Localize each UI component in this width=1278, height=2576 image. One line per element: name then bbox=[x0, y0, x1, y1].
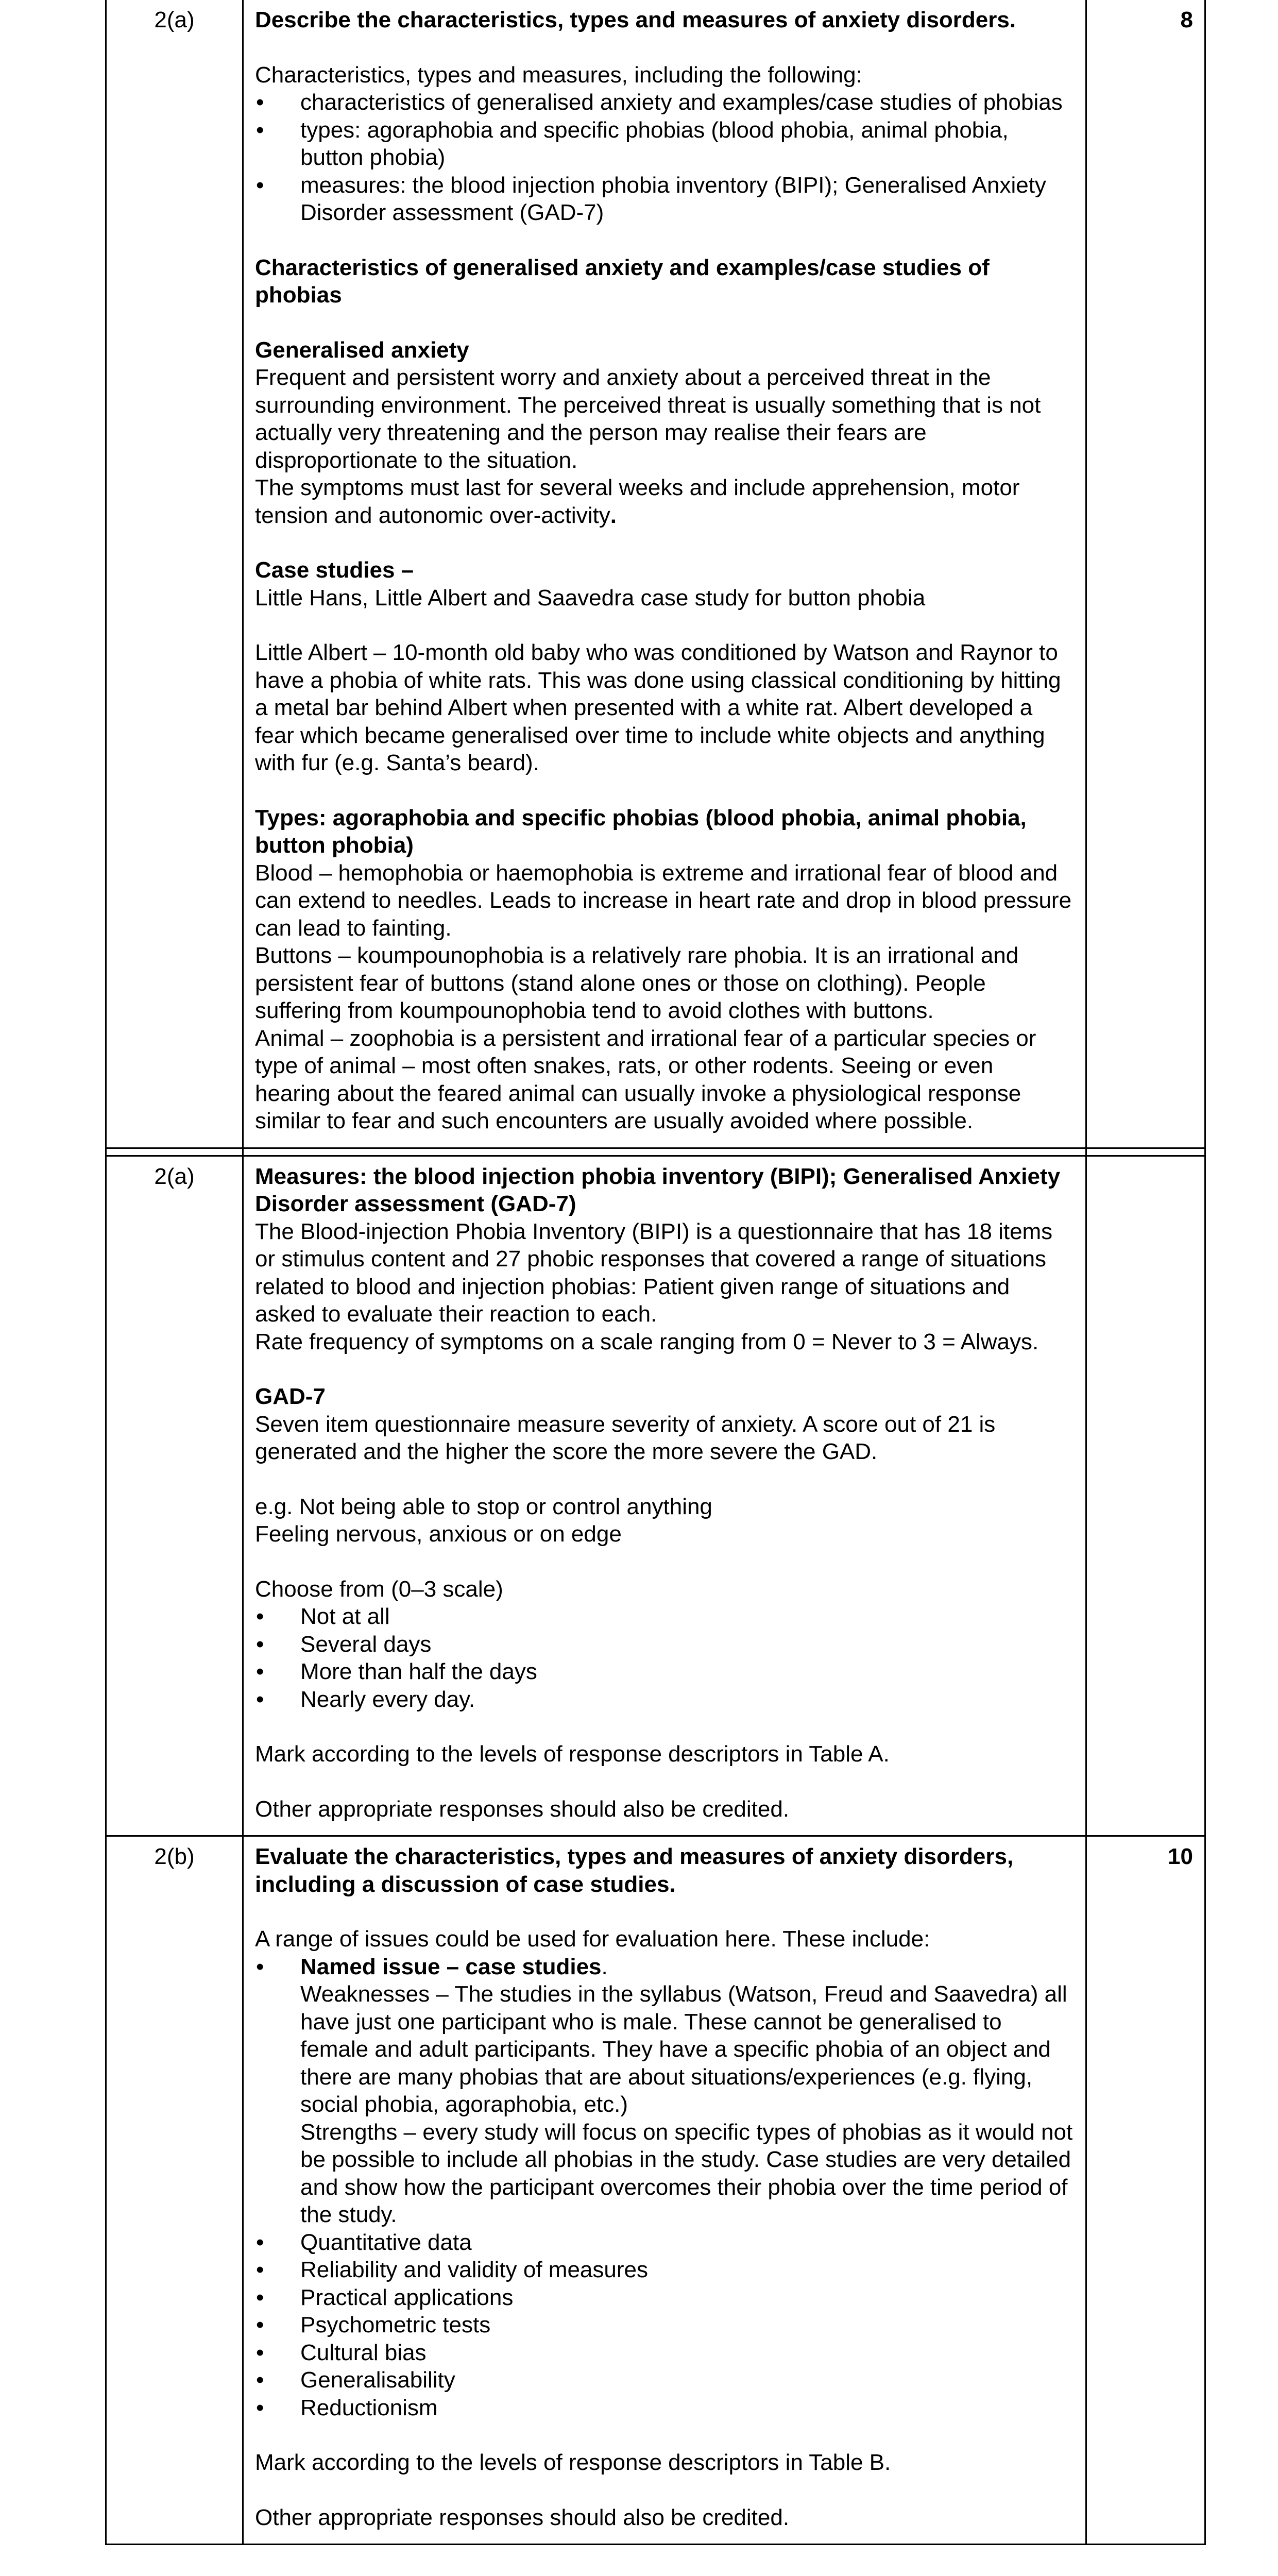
question-number: 2(a) bbox=[106, 1156, 243, 1836]
weaknesses-paragraph: Weaknesses – The studies in the syllabus (Watson, Freud and Saavedra) all have just one participant who is male. These cannot be generalised to female and adult participants. They have a specific phobia of an object and there are many phobias that are about situations/experiences (e.g. flying, social phobia, agoraphobia, etc.) bbox=[300, 1981, 1067, 2117]
table-row-2a bbox=[106, 0, 1205, 1148]
paragraph: Frequent and persistent worry and anxiety about a perceived threat in the surrounding environment. The perceived threat is usually something that is not actually very threatening and the person may realise their fears are disproportionate to the situation. bbox=[255, 365, 1041, 473]
marks-value: 8 bbox=[1086, 0, 1205, 1148]
list-item: • Cultural bias bbox=[255, 2339, 1074, 2367]
table-row-2a-continued bbox=[106, 1156, 1205, 1836]
marking-note: Mark according to the levels of response descriptors in Table B. bbox=[255, 2450, 891, 2475]
answer-cell bbox=[243, 0, 1086, 1148]
list-item: • More than half the days bbox=[255, 1658, 1074, 1686]
paragraph: Seven item questionnaire measure severity of anxiety. A score out of 21 is generated and the higher the score the more severe the GAD. bbox=[255, 1411, 996, 1464]
scale-intro: Choose from (0–3 scale) bbox=[255, 1576, 503, 1602]
subsection-heading: Case studies – bbox=[255, 557, 414, 583]
marks-value bbox=[1086, 1156, 1205, 1836]
subsection-heading: GAD-7 bbox=[255, 1384, 326, 1409]
list-item: • types: agoraphobia and specific phobias (blood phobia, animal phobia, button phobia) bbox=[255, 116, 1074, 172]
example-line: Feeling nervous, anxious or on edge bbox=[255, 1521, 622, 1547]
paragraph: Little Hans, Little Albert and Saavedra case study for button phobia bbox=[255, 585, 926, 611]
section-heading: Characteristics of generalised anxiety and examples/case studies of phobias bbox=[255, 255, 990, 308]
question-heading: Evaluate the characteristics, types and measures of anxiety disorders, including a discussion of case studies. bbox=[255, 1844, 1014, 1897]
example-line: e.g. Not being able to stop or control anything bbox=[255, 1494, 712, 1519]
paragraph: Rate frequency of symptoms on a scale ranging from 0 = Never to 3 = Always. bbox=[255, 1329, 1039, 1354]
credit-note: Other appropriate responses should also be credited. bbox=[255, 2504, 790, 2530]
paragraph bbox=[255, 474, 1074, 529]
subsection-heading: Generalised anxiety bbox=[255, 337, 469, 363]
mark-scheme-table bbox=[105, 0, 1206, 2545]
question-number: 2(b) bbox=[106, 1836, 243, 2545]
paragraph: Blood – hemophobia or haemophobia is extreme and irrational fear of blood and can extend to needles. Leads to increase in heart rate and drop in blood pressure can lead to fainting. bbox=[255, 860, 1072, 941]
paragraph-text: The symptoms must last for several weeks and include apprehension, motor tension and autonomic over-activity bbox=[255, 475, 1020, 528]
intro-bullet-list bbox=[255, 89, 1074, 227]
list-item: • Reductionism bbox=[255, 2394, 1074, 2422]
intro-text: A range of issues could be used for evaluation here. These include: bbox=[255, 1926, 930, 1952]
list-item: • characteristics of generalised anxiety and examples/case studies of phobias bbox=[255, 89, 1074, 116]
marking-note: Mark according to the levels of response descriptors in Table A. bbox=[255, 1741, 890, 1767]
list-item: • Practical applications bbox=[255, 2284, 1074, 2312]
intro-text: Characteristics, types and measures, including the following: bbox=[255, 62, 862, 88]
question-number: 2(a) bbox=[106, 0, 243, 1148]
named-issue-end: . bbox=[601, 1954, 608, 1979]
list-item: • Several days bbox=[255, 1631, 1074, 1658]
answer-cell bbox=[243, 1156, 1086, 1836]
credit-note: Other appropriate responses should also be credited. bbox=[255, 1796, 790, 1822]
list-item: • Not at all bbox=[255, 1603, 1074, 1631]
table-row-2b bbox=[106, 1836, 1205, 2545]
paragraph-end: . bbox=[610, 502, 617, 528]
list-item: • measures: the blood injection phobia inventory (BIPI); Generalised Anxiety Disorder assessment (GAD-7) bbox=[255, 172, 1074, 227]
evaluation-bullet-list bbox=[255, 1953, 1074, 2422]
list-item: • Generalisability bbox=[255, 2366, 1074, 2394]
strengths-paragraph: Strengths – every study will focus on specific types of phobias as it would not be possible to include all phobias in the study. Case studies are very detailed and show how the participant overcomes their phobia over the time period of the study. bbox=[300, 2119, 1073, 2227]
named-issue-label: Named issue – case studies bbox=[300, 1954, 602, 1979]
marks-value: 10 bbox=[1086, 1836, 1205, 2545]
section-heading: Measures: the blood injection phobia inventory (BIPI); Generalised Anxiety Disorder assessment (GAD-7) bbox=[255, 1163, 1061, 1216]
paragraph: Little Albert – 10-month old baby who was conditioned by Watson and Raynor to have a phobia of white rats. This was done using classical conditioning by hitting a metal bar behind Albert when presented with a white rat. Albert developed a fear which became generalised over time to include white objects and anything with fur (e.g. Santa’s beard). bbox=[255, 640, 1061, 775]
answer-cell bbox=[243, 1836, 1086, 2545]
paragraph: Buttons – koumpounophobia is a relatively rare phobia. It is an irrational and persistent fear of buttons (stand alone ones or those on clothing). People suffering from koumpounophobia tend to avoid clothes with buttons. bbox=[255, 943, 1019, 1023]
question-heading: Describe the characteristics, types and measures of anxiety disorders. bbox=[255, 7, 1016, 32]
list-item: • Nearly every day. bbox=[255, 1686, 1074, 1714]
list-item bbox=[255, 1953, 1074, 2229]
section-heading: Types: agoraphobia and specific phobias (blood phobia, animal phobia, button phobia) bbox=[255, 805, 1027, 858]
row-separator bbox=[106, 1148, 1205, 1156]
list-item: • Quantitative data bbox=[255, 2229, 1074, 2257]
scale-bullet-list bbox=[255, 1603, 1074, 1713]
list-item: • Reliability and validity of measures bbox=[255, 2256, 1074, 2284]
paragraph: Animal – zoophobia is a persistent and irrational fear of a particular species or type of animal – most often snakes, rats, or other rodents. Seeing or even hearing about the feared animal can usually invoke a physiological response similar to fear and such encounters are usually avoided where possible. bbox=[255, 1025, 1036, 1133]
list-item: • Psychometric tests bbox=[255, 2311, 1074, 2339]
paragraph: The Blood-injection Phobia Inventory (BIPI) is a questionnaire that has 18 items or stimulus content and 27 phobic responses that covered a range of situations related to blood and injection phobias: Patient given range of situations and asked to evaluate their reaction to each. bbox=[255, 1218, 1053, 1327]
